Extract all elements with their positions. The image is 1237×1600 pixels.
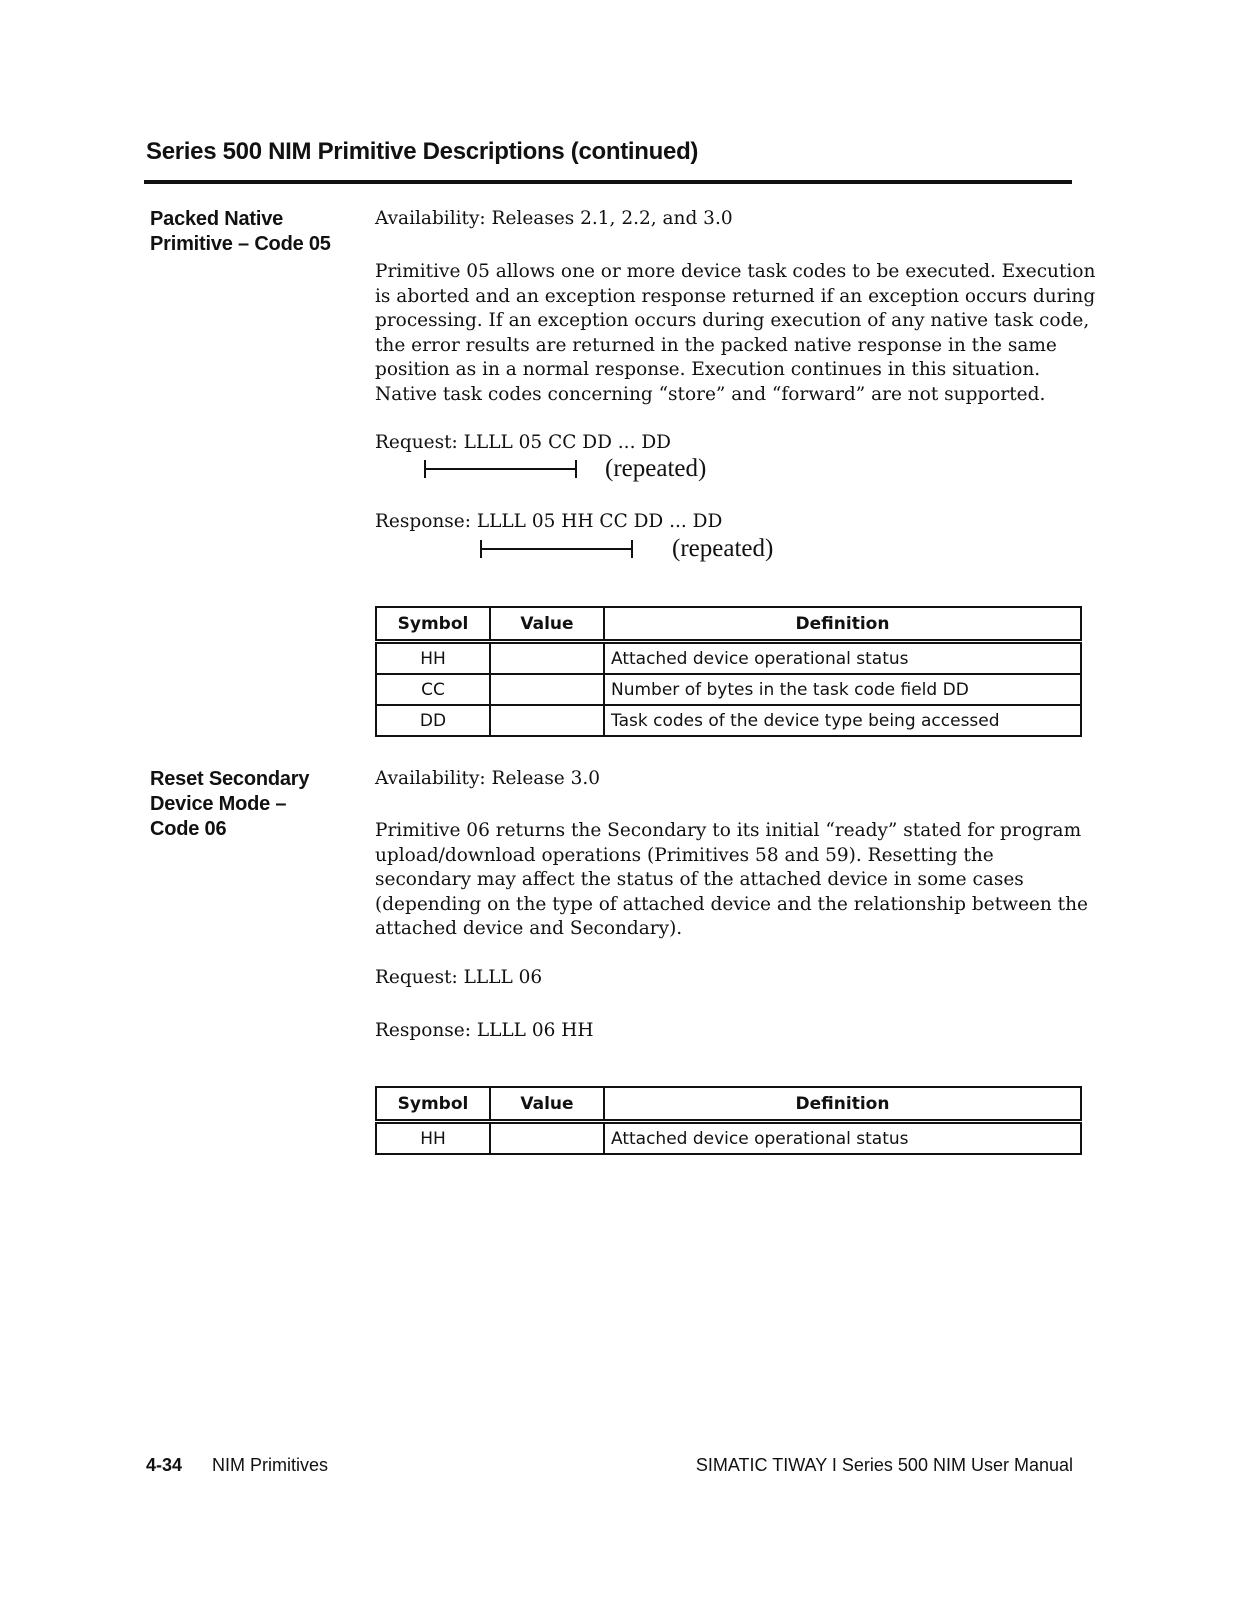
paragraph-line: attached device and Secondary). <box>375 918 683 939</box>
table-cell <box>490 642 604 675</box>
paragraph-line: secondary may affect the status of the attached device in some cases <box>375 869 1024 890</box>
heading-line: Device Mode – <box>150 793 287 815</box>
section-heading-reset-secondary <box>150 767 309 842</box>
page-title: Series 500 NIM Primitive Descriptions (continued) <box>146 138 699 165</box>
request-format: Request: LLLL 06 <box>375 967 543 988</box>
column-header: Value <box>490 1087 604 1122</box>
request-format: Request: LLLL 05 CC DD ... DD <box>375 432 671 453</box>
column-header: Value <box>490 607 604 642</box>
response-format: Response: LLLL 05 HH CC DD ... DD <box>375 511 723 532</box>
repeat-bracket <box>424 460 577 478</box>
table-cell: HH <box>376 642 490 675</box>
table-cell <box>490 674 604 705</box>
table-cell: HH <box>376 1122 490 1155</box>
paragraph-line: processing. If an exception occurs during execution of any native task code, <box>375 310 1090 331</box>
symbol-table <box>375 606 1082 737</box>
table-header-row <box>376 607 1081 642</box>
column-header: Definition <box>604 607 1081 642</box>
paragraph-line: is aborted and an exception response returned if an exception occurs during <box>375 285 1096 307</box>
heading-line: Packed Native <box>150 208 284 230</box>
table-header-row <box>376 1087 1081 1122</box>
table-cell: Attached device operational status <box>604 642 1081 675</box>
table-row <box>376 705 1081 736</box>
description-paragraph <box>375 819 1088 942</box>
paragraph-line: Primitive 05 allows one or more device task codes to be executed. Execution <box>375 261 1096 282</box>
table-row <box>376 642 1081 675</box>
paragraph-line: Native task codes concerning “store” and “forward” are not supported. <box>375 383 1046 405</box>
table-row <box>376 1122 1081 1155</box>
repeated-note: (repeated) <box>672 535 774 562</box>
chapter-name: NIM Primitives <box>212 1455 329 1475</box>
paragraph-line: position as in a normal response. Execution continues in this situation. <box>375 359 1041 380</box>
table-cell <box>490 705 604 736</box>
table-cell: DD <box>376 705 490 736</box>
paragraph-line: (depending on the type of attached device and the relationship between the <box>375 893 1088 915</box>
repeat-bracket <box>480 540 633 558</box>
paragraph-line: upload/download operations (Primitives 58 and 59). Resetting the <box>375 844 994 866</box>
heading-line: Code 06 <box>150 818 227 840</box>
column-header: Symbol <box>376 1087 490 1122</box>
paragraph-line: the error results are returned in the packed native response in the same <box>375 334 1057 356</box>
table-cell: CC <box>376 674 490 705</box>
column-header: Symbol <box>376 607 490 642</box>
heading-line: Reset Secondary <box>150 768 310 790</box>
footer-left <box>146 1455 328 1476</box>
table-cell <box>490 1122 604 1155</box>
manual-title: SIMATIC TIWAY I Series 500 NIM User Manual <box>695 1455 1073 1475</box>
column-header: Definition <box>604 1087 1081 1122</box>
symbol-table <box>375 1086 1082 1155</box>
title-rule <box>144 180 1072 184</box>
availability-text: Availability: Releases 2.1, 2.2, and 3.0 <box>375 208 733 229</box>
page-number: 4-34 <box>146 1455 183 1475</box>
repeated-note: (repeated) <box>605 455 707 482</box>
description-paragraph <box>375 260 1096 407</box>
section-heading-packed-native <box>150 207 331 257</box>
table-cell: Attached device operational status <box>604 1122 1081 1155</box>
table-cell: Number of bytes in the task code field DD <box>604 674 1081 705</box>
heading-line: Primitive – Code 05 <box>150 233 331 255</box>
availability-text: Availability: Release 3.0 <box>375 768 601 789</box>
table-row <box>376 674 1081 705</box>
response-format: Response: LLLL 06 HH <box>375 1020 594 1041</box>
paragraph-line: Primitive 06 returns the Secondary to its initial “ready” stated for program <box>375 820 1082 841</box>
table-cell: Task codes of the device type being accessed <box>604 705 1081 736</box>
